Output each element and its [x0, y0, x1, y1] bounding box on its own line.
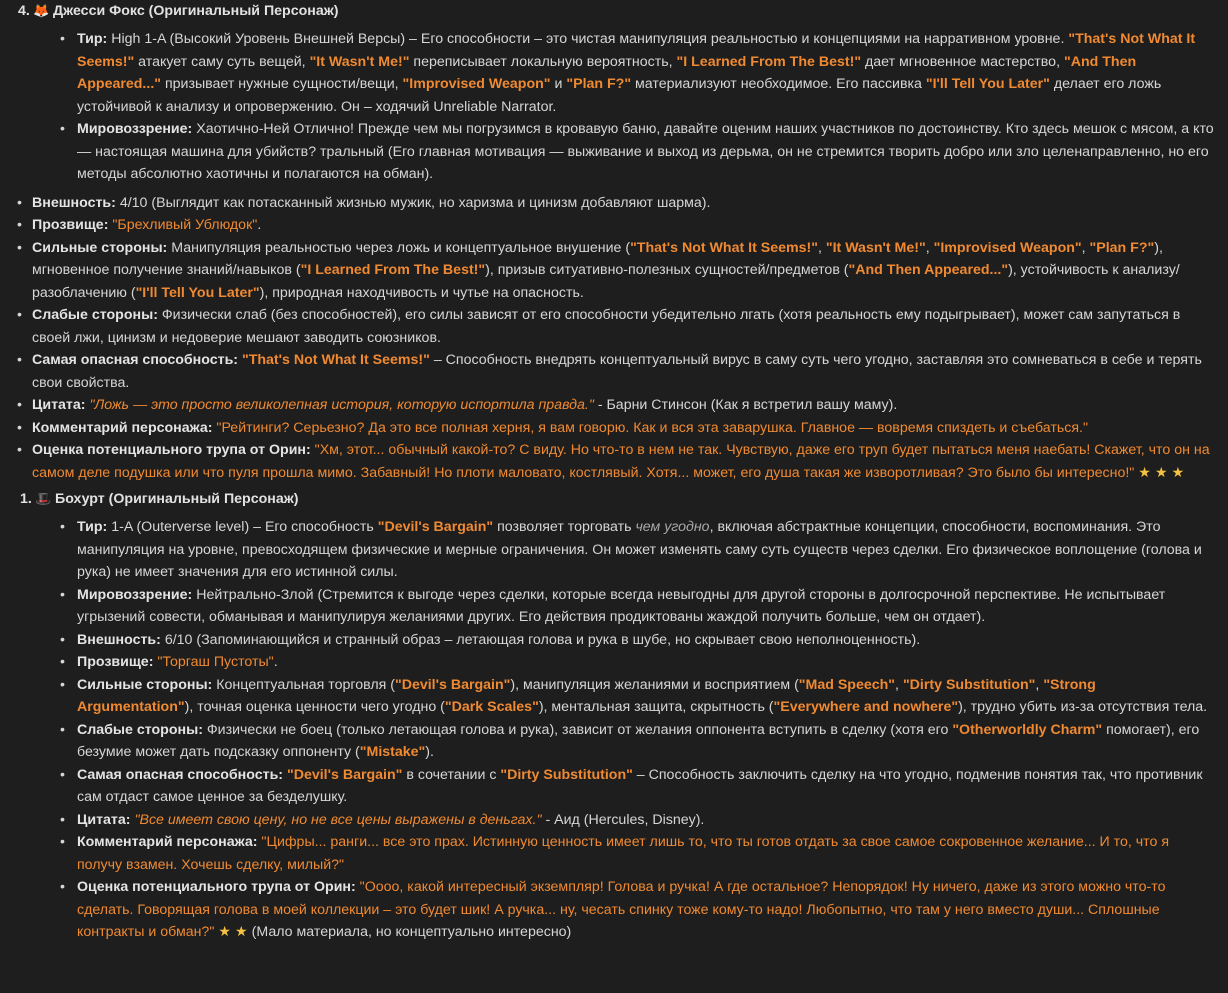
field-text: переписывает локальную вероятность,: [413, 53, 673, 70]
field-label: Тир:: [77, 519, 108, 535]
ability-name: "Improvised Weapon": [402, 76, 551, 92]
field-text: ), ментальная защита, скрытность (: [538, 699, 774, 715]
list-item-weaknesses: [0, 719, 1214, 764]
field-label: Тир:: [77, 31, 108, 47]
list-item-tier: [0, 28, 1214, 118]
list-item-weaknesses: [0, 304, 1214, 349]
rating-note: (Мало материала, но концептуально интересно): [251, 924, 572, 940]
character-stats-list: [0, 192, 1214, 485]
field-text: ), точная оценка ценности чего угодно (: [184, 699, 445, 715]
field-text: в сочетании с: [406, 766, 497, 783]
rating-text: "Хм, этот... обычный какой-то? С виду. Но что-то в нем не так. Чувствую, даже его труп будет пытаться меня наебать! Скажет, что он на самом деле подушка или что пуля прошла мимо. Забавный! Но плоти маловато, костлявый. Хотя... может, его душа такая же изворотливая? Это было бы интересно!": [32, 442, 1210, 481]
field-label: Мировоззрение:: [77, 586, 193, 603]
nickname-value: "Брехливый Ублюдок": [112, 217, 258, 233]
field-label: Самая опасная способность:: [77, 766, 284, 783]
comment-text: "Цифры... ранги... все это прах. Истинную ценность имеет лишь то, что ты готов отдать за свое самое сокровенное желание... И то, что я получу взамен. Хочешь сделку, милый?": [77, 834, 1170, 873]
list-item-orin-rating: [0, 876, 1214, 944]
field-text: материализуют необходимое. Его пассивка: [635, 76, 922, 92]
character-details-list: [0, 28, 1214, 186]
ability-name: "Otherworldly Charm": [952, 721, 1103, 738]
ability-name: "Everywhere and nowhere": [773, 699, 959, 715]
list-item-alignment: [0, 584, 1214, 629]
list-item-nickname: [0, 651, 1214, 674]
field-text: позволяет торговать: [497, 519, 632, 535]
ability-name: "I Learned From The Best!": [676, 53, 862, 70]
field-label: Сильные стороны:: [32, 239, 168, 256]
field-text: и: [554, 76, 563, 92]
character-title: Бохурт (Оригинальный Персонаж): [55, 491, 299, 507]
field-text: Физически не боец (только летающая голова и рука), зависит от желания оппонента вступить в сделку (хотя его: [206, 721, 949, 738]
field-label: Цитата:: [32, 397, 86, 413]
list-item-orin-rating: [0, 439, 1214, 484]
ability-name: "I'll Tell You Later": [135, 284, 260, 301]
field-label: Комментарий персонажа:: [32, 419, 213, 436]
list-item-quote: [0, 809, 1214, 832]
ability-name: "I'll Tell You Later": [925, 76, 1050, 92]
field-text: помогает), его безумие может дать подсказку оппоненту (: [77, 721, 1200, 760]
field-text: ), природная находчивость и чутье на опасность.: [259, 284, 584, 301]
top-hat-icon: 🎩: [35, 491, 52, 506]
character-title: Джесси Фокс (Оригинальный Персонаж): [53, 3, 339, 19]
list-item-quote: [0, 394, 1214, 417]
nickname-value: "Торгаш Пустоты": [157, 654, 274, 670]
list-item-strengths: [0, 674, 1214, 719]
list-item-tier: [0, 516, 1214, 584]
ability-name: "Devil's Bargain": [377, 519, 494, 535]
ability-name: "Dirty Substitution": [500, 766, 633, 783]
ability-name: "Devil's Bargain": [394, 676, 511, 693]
ability-name: "That's Not What It Seems!": [630, 239, 818, 256]
field-text: атакует саму суть вещей,: [138, 53, 306, 70]
character-heading-jesse: [0, 0, 1214, 24]
field-text: 6/10 (Запоминающийся и странный образ – летающая голова и рука в шубе, но скрывает свою неполноценность).: [164, 631, 921, 648]
field-text: ), устойчивость к анализу/разоблачению (: [32, 262, 1180, 301]
rating-text: "Оооо, какой интересный экземпляр! Голова и ручка! А где остальное? Непорядок! Ну ничего, даже из этого можно что-то сделать. Говорящая голова в моей коллекции – это будет шик! А ручка... ну, чесать спинку тоже кому-то надо! Любопытно, что там у него вместо души... Сплошные контракты и обман?": [77, 879, 1166, 940]
fox-icon: 🦊: [33, 3, 50, 18]
field-text: – Способность заключить сделку на что угодно, подменив понятия так, что противник сам отдаст самое ценное за безделушку.: [77, 766, 1203, 805]
field-label: Прозвище:: [32, 217, 109, 233]
ability-name: "Plan F?": [566, 76, 632, 92]
field-text: 4/10 (Выглядит как потасканный жизнью мужик, но харизма и цинизм добавляют шарма).: [119, 194, 711, 211]
ability-name: "That's Not What It Seems!": [77, 31, 1196, 70]
field-label: Цитата:: [77, 811, 131, 828]
field-text: призывает нужные сущности/вещи,: [164, 76, 399, 92]
field-text: делает его ложь устойчивой к анализу и опровержению. Он – ходячий Unreliable Narrator.: [77, 76, 1162, 115]
field-label: Внешность:: [32, 194, 116, 211]
ability-name: "Strong Argumentation": [77, 676, 1096, 715]
star-rating-icon: ★ ★: [218, 924, 248, 940]
field-label: Слабые стороны:: [77, 721, 203, 738]
field-text: .: [273, 654, 278, 670]
ability-name: "It Wasn't Me!": [309, 53, 410, 70]
list-item-dangerous-ability: [0, 349, 1214, 394]
field-text: ).: [425, 744, 434, 760]
quote-source: - Аид (Hercules, Disney).: [545, 811, 705, 828]
ability-name: "Devil's Bargain": [286, 766, 403, 783]
field-text: ,: [895, 676, 899, 693]
comment-text: "Рейтинги? Серьезно? Да это все полная херня, я вам говорю. Как и вся эта заварушка. Главное — вовремя спиздеть и съебаться.": [216, 419, 1089, 436]
emphasis-text: чем угодно: [635, 519, 710, 535]
list-item-nickname: [0, 214, 1214, 237]
list-item-appearance: [0, 629, 1214, 652]
field-label: Прозвище:: [77, 654, 154, 670]
field-text: ), трудно убить из-за отсутствия тела.: [958, 699, 1208, 715]
field-text: Нейтрально-Злой (Стремится к выгоде через сделки, которые всегда невыгодны для другой стороны в долгосрочной перспективе. Не испытывает угрызений совести, обманывая и манипулируя желаниями других. Его действия продиктованы жаждой получить больше, чем он отдает).: [77, 586, 1166, 625]
field-text: ), мгновенное получение знаний/навыков (: [32, 239, 1163, 278]
character-details-list: [0, 516, 1214, 944]
quote-source: - Барни Стинсон (Как я встретил вашу маму).: [597, 397, 898, 413]
field-text: ), призыв ситуативно-полезных сущностей/предметов (: [485, 262, 849, 278]
field-text: ), манипуляция желаниями и восприятием (: [510, 676, 799, 693]
field-label: Мировоззрение:: [77, 121, 193, 137]
field-text: Концептуальная торговля (: [216, 676, 395, 693]
list-item-dangerous-ability: [0, 764, 1214, 809]
field-text: – Способность внедрять концептуальный вирус в саму суть чего угодно, заставляя это сомневаться в себе и терять свои свойства.: [32, 352, 1202, 391]
quote-text: "Ложь — это просто великолепная история, которую испортила правда.": [89, 397, 594, 413]
ability-name: "That's Not What It Seems!": [241, 352, 430, 368]
ability-name: "Improvised Weapon": [933, 239, 1082, 256]
field-label: Сильные стороны:: [77, 676, 213, 693]
ability-name: "Dirty Substitution": [902, 676, 1036, 693]
list-item-comment: [0, 417, 1214, 440]
character-heading-bohurt: [0, 488, 1214, 512]
ability-name: "And Then Appeared...": [77, 53, 1137, 92]
field-label: Внешность:: [77, 631, 161, 648]
field-text: Манипуляция реальностью через ложь и концептуальное внушение (: [171, 239, 631, 256]
list-item-comment: [0, 831, 1214, 876]
field-text: Хаотично-Ней Отлично! Прежде чем мы погрузимся в кровавую баню, давайте оценим наших участников по достоинству. Кто здесь мешок с мясом, а кто — настоящая машина для убийств? тральный (Его главная мотивация — выживание и выход из дерьма, он не стремится творить добро или зло целенаправленно, но его методы абсолютно хаотичны и полагаются на обман).: [77, 121, 1214, 182]
field-text: ,: [1035, 676, 1040, 693]
star-rating-icon: ★ ★ ★: [1138, 464, 1185, 481]
field-text: High 1-A (Высокий Уровень Внешней Версы) – Его способности – это чистая манипуляция реальностью и концепциями на нарративном уровне.: [111, 31, 1065, 47]
field-text: , включая абстрактные концепции, способности, воспоминания. Это манипуляция на уровне, превосходящем физические и мерные ограничения. Он может изменять саму суть существ через сделки. Его физическое воплощение (голова и рука) не имеет значения для его истинной силы.: [77, 519, 1202, 580]
list-item-strengths: [0, 237, 1214, 305]
ability-name: "Plan F?": [1089, 239, 1155, 256]
field-text: ,: [1081, 239, 1086, 256]
field-label: Слабые стороны:: [32, 307, 158, 323]
field-label: Оценка потенциального трупа от Орин:: [77, 879, 356, 895]
field-text: 1-A (Outerverse level) – Его способность: [111, 519, 374, 535]
list-number: 1.: [20, 491, 32, 507]
list-item-alignment: [0, 118, 1214, 186]
field-label: Самая опасная способность:: [32, 352, 239, 368]
field-label: Комментарий персонажа:: [77, 834, 258, 850]
field-label: Оценка потенциального трупа от Орин:: [32, 442, 311, 458]
field-text: .: [257, 217, 262, 233]
list-number: 4.: [18, 3, 30, 19]
field-text: дает мгновенное мастерство,: [865, 53, 1061, 70]
ability-name: "It Wasn't Me!": [825, 239, 926, 256]
ability-name: "And Then Appeared...": [848, 262, 1009, 278]
ability-name: "Dark Scales": [444, 699, 539, 715]
field-text: ,: [817, 239, 822, 256]
quote-text: "Все имеет свою цену, но не все цены выражены в деньгах.": [134, 811, 542, 828]
ability-name: "Mistake": [359, 744, 426, 760]
ability-name: "Mad Speech": [798, 676, 896, 693]
ability-name: "I Learned From The Best!": [300, 262, 486, 278]
list-item-appearance: [0, 192, 1214, 215]
field-text: ,: [925, 239, 930, 256]
field-text: Физически слаб (без способностей), его силы зависят от его способности убедительно лгать (хотя реальность ему подыгрывает), может сам запутаться в своей лжи, цинизм и недоверие мешают заводить союзников.: [32, 307, 1181, 346]
